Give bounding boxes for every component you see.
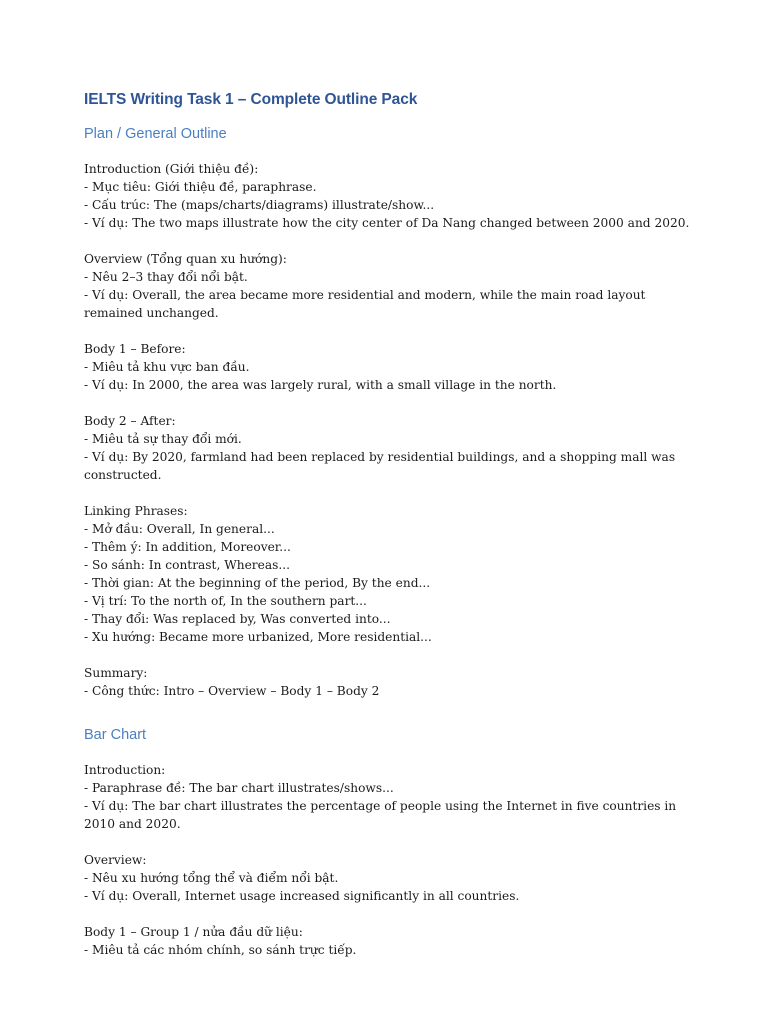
document-page (84, 88, 704, 977)
section-heading: Bar Chart (84, 727, 147, 743)
paragraph-block (84, 160, 704, 232)
bullet-line: - Thêm ý: In addition, Moreover... (84, 540, 291, 554)
block-label: Body 1 – Before: (84, 342, 186, 356)
bullet-line: - Thay đổi: Was replaced by, Was converted into... (84, 612, 391, 626)
block-label: Body 2 – After: (84, 414, 176, 428)
paragraph-block (84, 923, 704, 959)
bullet-line: - Miêu tả sự thay đổi mới. (84, 432, 242, 446)
document-body (84, 123, 704, 959)
block-label: Body 1 – Group 1 / nửa đầu dữ liệu: (84, 925, 303, 939)
paragraph-block (84, 851, 704, 905)
paragraph-block (84, 412, 704, 484)
block-label: Introduction (Giới thiệu đề): (84, 162, 259, 176)
bullet-line: - Paraphrase đề: The bar chart illustrates/shows... (84, 781, 394, 795)
bullet-line: - Nêu xu hướng tổng thể và điểm nổi bật. (84, 871, 339, 885)
bullet-line: - Ví dụ: The two maps illustrate how the city center of Da Nang changed between 2000 and 2020. (84, 216, 690, 230)
bullet-line: - Ví dụ: Overall, the area became more residential and modern, while the main road layout remained unchanged. (84, 288, 646, 320)
block-label: Linking Phrases: (84, 504, 188, 518)
bullet-line: - Cấu trúc: The (maps/charts/diagrams) illustrate/show... (84, 198, 435, 212)
bullet-line: - Ví dụ: By 2020, farmland had been replaced by residential buildings, and a shopping mall was constructed. (84, 450, 676, 482)
block-label: Overview (Tổng quan xu hướng): (84, 252, 287, 266)
section-heading: Plan / General Outline (84, 126, 227, 142)
bullet-line: - Ví dụ: Overall, Internet usage increased significantly in all countries. (84, 889, 520, 903)
bullet-line: - Miêu tả các nhóm chính, so sánh trực tiếp. (84, 943, 357, 957)
document-title: IELTS Writing Task 1 – Complete Outline Pack (84, 91, 418, 108)
bullet-line: - Miêu tả khu vực ban đầu. (84, 360, 250, 374)
paragraph-block (84, 340, 704, 394)
bullet-line: - Mục tiêu: Giới thiệu đề, paraphrase. (84, 180, 317, 194)
bullet-line: - Công thức: Intro – Overview – Body 1 – Body 2 (84, 684, 380, 698)
block-label: Overview: (84, 853, 147, 867)
paragraph-block (84, 502, 704, 646)
bullet-line: - Ví dụ: In 2000, the area was largely rural, with a small village in the north. (84, 378, 557, 392)
bullet-line: - Mở đầu: Overall, In general... (84, 522, 275, 536)
bullet-line: - Xu hướng: Became more urbanized, More residential... (84, 630, 432, 644)
bullet-line: - Ví dụ: The bar chart illustrates the percentage of people using the Internet in five countries in 2010 and 2020. (84, 799, 677, 831)
block-label: Summary: (84, 666, 148, 680)
paragraph-block (84, 250, 704, 322)
paragraph-block (84, 664, 704, 700)
block-label: Introduction: (84, 763, 166, 777)
bullet-line: - Nêu 2–3 thay đổi nổi bật. (84, 270, 248, 284)
paragraph-block (84, 761, 704, 833)
bullet-line: - So sánh: In contrast, Whereas... (84, 558, 290, 572)
bullet-line: - Thời gian: At the beginning of the period, By the end... (84, 576, 431, 590)
bullet-line: - Vị trí: To the north of, In the southern part... (84, 594, 367, 608)
